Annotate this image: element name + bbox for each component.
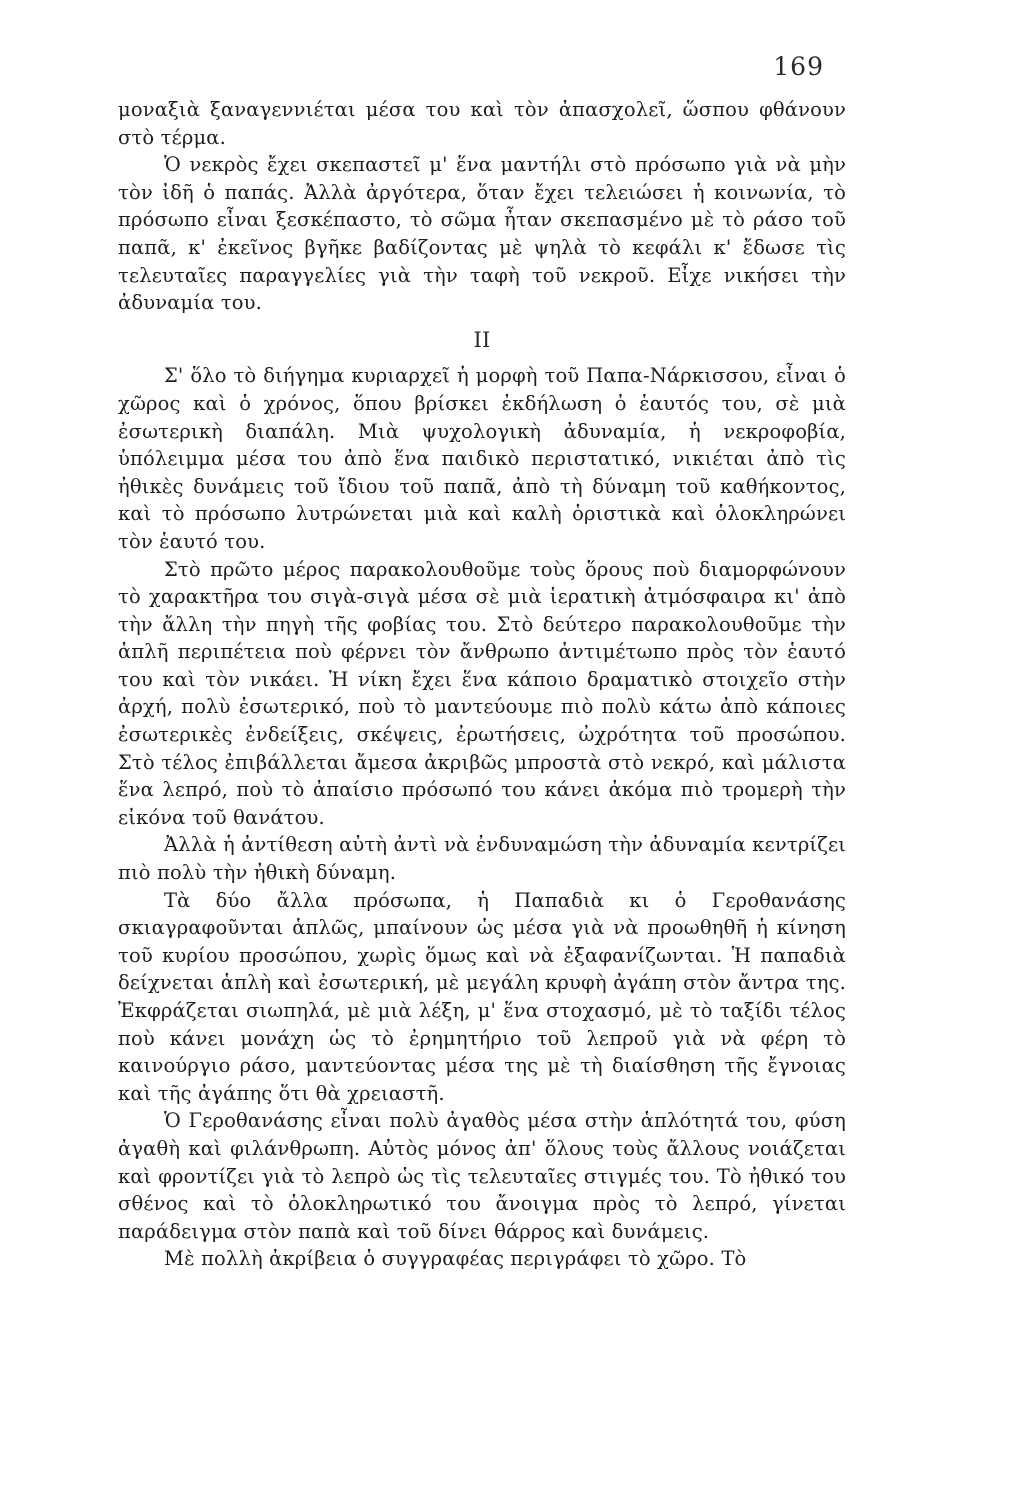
paragraph: Ὁ νεκρὸς ἔχει σκεπαστεῖ μ' ἕνα μαντήλι στὸ πρόσωπο γιὰ νὰ μὴν τὸν ἰδῆ ὁ παπάς. Ἀλλὰ ἀργότερα, ὅταν ἔχει τελειώσει ἡ κοινωνία, τὸ πρόσωπο εἶναι ξεσκέπαστο, τὸ σῶμα ἦταν σκεπασμένο μὲ τὸ ράσο τοῦ παπᾶ, κ' ἐκεῖνος βγῆκε βαδίζοντας μὲ ψηλὰ τὸ κεφάλι κ' ἔδωσε τὶς τελευταῖες παραγγελίες γιὰ τὴν ταφὴ τοῦ νεκροῦ. Εἶχε νικήσει τὴν ἀδυναμία του. — [118, 153, 846, 315]
paragraph-continues: Μὲ πολλὴ ἀκρίβεια ὁ συγγραφέας περιγράφει τὸ χῶρο. Τὸ — [164, 1247, 747, 1271]
paragraph: Τὰ δύο ἄλλα πρόσωπα, ἡ Παπαδιὰ κι ὁ Γεροθανάσης σκιαγραφοῦνται ἁπλῶς, μπαίνουν ὡς μέσα γιὰ νὰ προωθηθῆ ἡ κίνηση τοῦ κυρίου προσώπου, χωρὶς ὅμως καὶ νὰ ἐξαφανίζωνται. Ἡ παπαδιὰ δείχνεται ἁπλὴ καὶ ἐσωτερική, μὲ μεγάλη κρυφὴ ἀγάπη στὸν ἄντρα της. Ἐκφράζεται σιωπηλά, μὲ μιὰ λέξη, μ' ἕνα στοχασμό, μὲ τὸ ταξίδι τέλος ποὺ κάνει μονάχη ὡς τὸ ἐρημητήριο τοῦ λεπροῦ γιὰ νὰ φέρη τὸ καινούργιο ράσο, μαντεύοντας μέσα της μὲ τὴ διαίσθηση τῆς ἔγνοιας καὶ τῆς ἀγάπης ὅτι θὰ χρειαστῆ. — [118, 888, 846, 1105]
page-number: 169 — [773, 52, 824, 81]
paragraph: Ἀλλὰ ἡ ἀντίθεση αὐτὴ ἀντὶ νὰ ἐνδυναμώση τὴν ἀδυναμία κεντρίζει πιὸ πολὺ τὴν ἠθικὴ δύναμη. — [118, 833, 846, 885]
paragraph: Στὸ πρῶτο μέρος παρακολουθοῦμε τοὺς ὅρους ποὺ διαμορφώνουν τὸ χαρακτῆρα του σιγὰ-σιγὰ μέσα σὲ μιὰ ἱερατικὴ ἀτμόσφαιρα κι' ἀπὸ τὴν ἄλλη τὴν πηγὴ τῆς φοβίας του. Στὸ δεύτερο παρακολουθοῦμε τὴν ἁπλῆ περιπέτεια ποὺ φέρνει τὸν ἄνθρωπο ἀντιμέτωπο πρὸς τὸν ἑαυτό του καὶ τὸν νικάει. Ἡ νίκη ἔχει ἕνα κάποιο δραματικὸ στοιχεῖο στὴν ἀρχή, πολὺ ἐσωτερικό, ποὺ τὸ μαντεύουμε πιὸ πολὺ κάτω ἀπὸ κάποιες ἐσωτερικὲς ἐνδείξεις, σκέψεις, ἐρωτήσεις, ὠχρότητα τοῦ προσώπου. Στὸ τέλος ἐπιβάλλεται ἄμεσα ἀκριβῶς μπροστὰ στὸ νεκρό, καὶ μάλιστα ἕνα λεπρό, ποὺ τὸ ἀπαίσιο πρόσωπό του κάνει ἀκόμα πιὸ τρομερὴ τὴν εἰκόνα τοῦ θανάτου. — [118, 557, 846, 829]
paragraph: Ὁ Γεροθανάσης εἶναι πολὺ ἀγαθὸς μέσα στὴν ἁπλότητά του, φύση ἀγαθὴ καὶ φιλάνθρωπη. Αὐτὸς μόνος ἀπ' ὅλους τοὺς ἄλλους νοιάζεται καὶ φροντίζει γιὰ τὸ λεπρὸ ὡς τὶς τελευταῖες στιγμές του. Τὸ ἠθικό του σθένος καὶ τὸ ὁλοκληρωτικό του ἄνοιγμα πρὸς τὸ λεπρό, γίνεται παράδειγμα στὸν παπὰ καὶ τοῦ δίνει θάρρος καὶ δυνάμεις. — [118, 1109, 846, 1243]
body-text — [118, 96, 846, 1273]
paragraph-continued: μοναξιὰ ξαναγεννιέται μέσα του καὶ τὸν ἀπασχολεῖ, ὥσπου φθάνουν στὸ τέρμα. — [118, 98, 846, 149]
paragraph: Σ' ὅλο τὸ διήγημα κυριαρχεῖ ἡ μορφὴ τοῦ Παπα-Νάρκισσου, εἶναι ὁ χῶρος καὶ ὁ χρόνος, ὅπου βρίσκει ἐκδήλωση ὁ ἑαυτός του, σὲ μιὰ ἐσωτερικὴ διαπάλη. Μιὰ ψυχολογικὴ ἀδυναμία, ἡ νεκροφοβία, ὑπόλειμμα μέσα του ἀπὸ ἕνα παιδικὸ περιστατικό, νικιέται ἀπὸ τὶς ἠθικὲς δυνάμεις τοῦ ἴδιου τοῦ παπᾶ, ἀπὸ τὴ δύναμη τοῦ καθήκοντος, καὶ τὸ πρόσωπο λυτρώνεται μιὰ καὶ καλὴ ὁριστικὰ καὶ ὁλοκληρώνει τὸν ἑαυτό του. — [118, 364, 846, 553]
section-heading: II — [473, 327, 491, 352]
